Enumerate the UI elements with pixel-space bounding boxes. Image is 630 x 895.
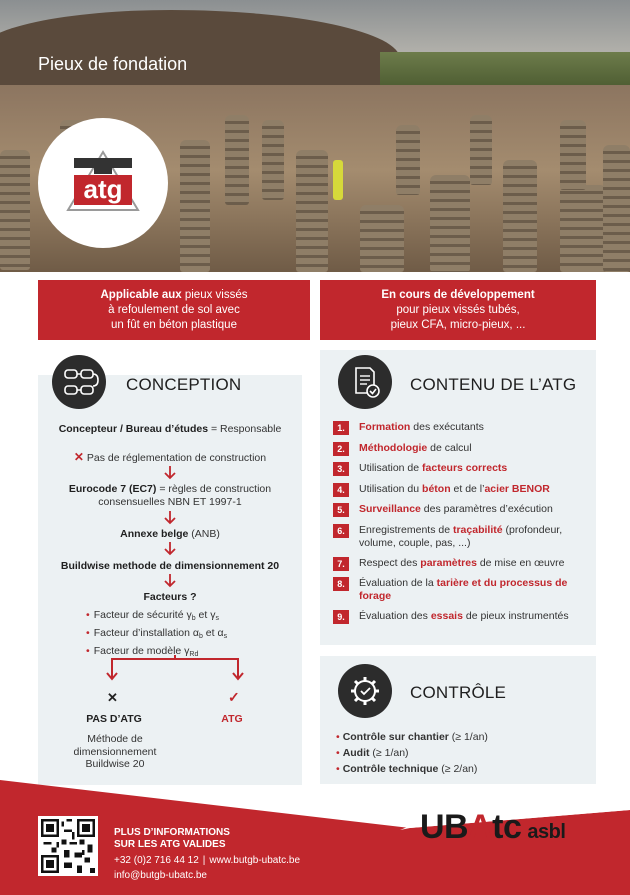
atg-item-number: 2.: [333, 442, 349, 456]
pile: [225, 115, 249, 205]
factor2-sub1: b: [198, 633, 203, 640]
atg-logo-text: atg: [83, 174, 123, 204]
factors-title-line: [38, 591, 302, 604]
annexe-line: [38, 528, 302, 541]
no-atg-label: PAS D’ATG: [86, 713, 142, 725]
atg-item-text: [359, 462, 595, 475]
atg-item-number: 6.: [333, 524, 349, 538]
atg-item-plain: de pieux instrumentés: [462, 610, 569, 622]
hero-title: Pieux de fondation: [38, 54, 188, 74]
development-banner-line2: pour pieux vissés tubés,: [396, 304, 520, 316]
no-atg-mark: ✕: [107, 690, 118, 705]
eurocode-rest: = règles de construction: [156, 483, 272, 495]
flow-icon: [52, 355, 106, 409]
eurocode-line: [38, 483, 302, 509]
factor1-text: Facteur de sécurité γ: [93, 609, 192, 621]
factor-item: • Facteur de modèle $\gamma_{Rd}$: [86, 645, 199, 658]
buildwise-text: Buildwise methode de dimensionnement 20: [60, 560, 280, 572]
controle-item-bold: Contrôle sur chantier: [342, 731, 449, 743]
ubatc-logo-a: A: [468, 808, 493, 846]
buildwise-line: [38, 560, 302, 573]
factor1-mid: et γ: [195, 609, 216, 621]
controle-item-rest: (≥ 2/an): [438, 763, 478, 775]
document-check-icon: [338, 355, 392, 409]
qr-code[interactable]: [38, 816, 98, 876]
atg-item-text: [359, 524, 595, 550]
atg-item-highlight: traçabilité: [452, 524, 503, 536]
atg-item-plain: Utilisation de: [359, 462, 423, 474]
factor-list: [86, 608, 227, 662]
atg-item-number: 1.: [333, 421, 349, 435]
annexe-rest: (ANB): [188, 528, 220, 540]
atg-item-highlight: Méthodologie: [359, 442, 428, 454]
atg-item-highlight: Formation: [359, 421, 411, 433]
atg-item-plain: de calcul: [427, 442, 472, 454]
pile: [560, 120, 586, 190]
atg-item-number: 5.: [333, 503, 349, 517]
responsible-line: [38, 423, 302, 436]
development-banner: [320, 280, 596, 340]
atg-label: ATG: [221, 713, 243, 725]
applicable-banner-line1: pieux vissés: [181, 289, 248, 301]
atg-item-plain: des paramètres d’exécution: [420, 503, 553, 515]
atg-item-plain: des exécutants: [410, 421, 484, 433]
footer-website-link[interactable]: www.butgb-ubatc.be: [209, 855, 301, 866]
applicable-banner-line3: un fût en béton plastique: [111, 319, 237, 331]
atg-check-icon: ✓: [228, 689, 240, 705]
method-line3: Buildwise 20: [85, 758, 145, 770]
hero-field: [380, 52, 630, 86]
atg-item-plain: Respect des: [359, 557, 421, 569]
applicable-banner-bold: Applicable aux: [100, 289, 182, 301]
footer-info: [114, 827, 300, 882]
factor2-text: Facteur d’installation α: [93, 627, 199, 639]
atg-item-number: 9.: [333, 610, 349, 624]
pile: [470, 115, 492, 185]
controle-item: • Contrôle technique (≥ 2/an): [336, 763, 478, 775]
factor2-sub2: s: [223, 633, 228, 640]
arrow-down-icon: [164, 574, 176, 588]
ubatc-logo: [420, 808, 565, 847]
factor1-sub1: b: [191, 615, 196, 622]
factor3-sub: Rd: [189, 651, 199, 658]
factor2-mid: et α: [202, 627, 224, 639]
atg-item-highlight: Surveillance: [359, 503, 421, 515]
no-regulation-line: [38, 451, 302, 465]
pile: [180, 140, 210, 272]
footer-head1: PLUS D’INFORMATIONS: [114, 827, 230, 838]
pile: [430, 175, 470, 272]
atg-item-text: [359, 577, 595, 603]
gear-check-icon: [338, 664, 392, 718]
atg-item-highlight: facteurs corrects: [422, 462, 508, 474]
atg-item-plain: (profondeur, volume, couple, pas, ...): [359, 524, 563, 549]
atg-item-highlight: acier BENOR: [484, 483, 550, 495]
responsible-rest: = Responsable: [208, 423, 282, 435]
eurocode-bold: Eurocode 7 (EC7): [68, 483, 157, 495]
atg-item-highlight: tarière et du processus de forage: [359, 577, 568, 602]
pile: [360, 205, 404, 272]
factor3-text: Facteur de modèle γ: [93, 645, 190, 657]
factor-item: • Facteur de sécurité $\gamma_b$ et $\gamma_s$: [86, 609, 219, 622]
hero-photo: [0, 0, 630, 272]
atg-item-number: 8.: [333, 577, 349, 591]
arrow-down-icon: [164, 542, 176, 556]
arrow-down-icon: [164, 466, 176, 480]
atg-item-text: [359, 610, 595, 623]
controle-item: • Audit (≥ 1/an): [336, 747, 409, 759]
applicable-banner-line2: à refoulement de sol avec: [108, 304, 240, 316]
factor1-sub2: s: [215, 615, 219, 622]
footer-head2: SUR LES ATG VALIDES: [114, 839, 226, 850]
atg-item-plain: Utilisation du: [359, 483, 423, 495]
method-line2: dimensionnement: [73, 745, 157, 758]
ubatc-logo-tc: tc: [492, 808, 522, 846]
atg-item-text: [359, 421, 595, 434]
decision-branch-lines: [100, 655, 250, 685]
atg-item-plain: Évaluation de la: [359, 577, 437, 589]
controle-item-rest: (≥ 1/an): [448, 731, 488, 743]
atg-item-text: [359, 483, 595, 496]
atg-item-plain: de mise en œuvre: [476, 557, 565, 569]
atg-item-plain: et de l’: [450, 483, 485, 495]
atg-item-text: [359, 503, 595, 516]
controle-item-bold: Contrôle technique: [342, 763, 439, 775]
atg-item-highlight: essais: [430, 610, 463, 622]
controle-item: • Contrôle sur chantier (≥ 1/an): [336, 731, 488, 743]
arrow-down-icon: [164, 511, 176, 525]
atg-item-number: 7.: [333, 557, 349, 571]
atg-item-highlight: béton: [422, 483, 451, 495]
factor-item: • Facteur d’installation $\alpha_b$ et $\alpha_s$: [86, 627, 228, 640]
controle-item-bold: Audit: [342, 747, 370, 759]
atg-item-text: [359, 557, 595, 570]
pile: [262, 120, 284, 200]
applicable-banner: [38, 280, 310, 340]
worker-figure: [333, 160, 343, 200]
atg-item-number: 3.: [333, 462, 349, 476]
development-banner-bold: En cours de développement: [381, 289, 535, 301]
footer-phone[interactable]: +32 (0)2 716 44 12: [114, 855, 199, 866]
atg-content-title: CONTENU DE L’ATG: [410, 375, 577, 394]
pile: [296, 150, 328, 272]
atg-item-text: [359, 442, 595, 455]
ubatc-logo-asbl: asbl: [527, 821, 566, 843]
pile: [0, 150, 30, 270]
footer-email-link[interactable]: info@butgb-ubatc.be: [114, 870, 207, 881]
atg-logo: [38, 118, 168, 248]
eurocode-line2: consensuelles NBN ET 1997-1: [98, 496, 242, 508]
ubatc-logo-ub: UB: [420, 808, 469, 846]
atg-item-plain: Évaluation des: [359, 610, 431, 622]
pile: [603, 145, 630, 272]
controle-title: CONTRÔLE: [410, 683, 507, 702]
development-banner-line3: pieux CFA, micro-pieux, ...: [390, 319, 526, 331]
annexe-bold: Annexe belge: [120, 528, 189, 540]
factors-title: Facteurs ?: [143, 591, 197, 603]
pile: [503, 160, 537, 272]
atg-item-highlight: paramètres: [420, 557, 477, 569]
responsible-bold: Concepteur / Bureau d’études: [58, 423, 209, 435]
atg-item-plain: Enregistrements de: [359, 524, 453, 536]
footer-separator: |: [202, 855, 206, 866]
pile: [560, 185, 606, 272]
pile: [396, 125, 420, 195]
method-note: [60, 733, 170, 771]
controle-item-rest: (≥ 1/an): [369, 747, 409, 759]
conception-title: CONCEPTION: [126, 375, 242, 394]
method-line1: Méthode de: [87, 733, 143, 745]
no-regulation-text: Pas de réglementation de construction: [86, 452, 267, 464]
cross-icon: ✕: [73, 450, 84, 464]
atg-item-number: 4.: [333, 483, 349, 497]
